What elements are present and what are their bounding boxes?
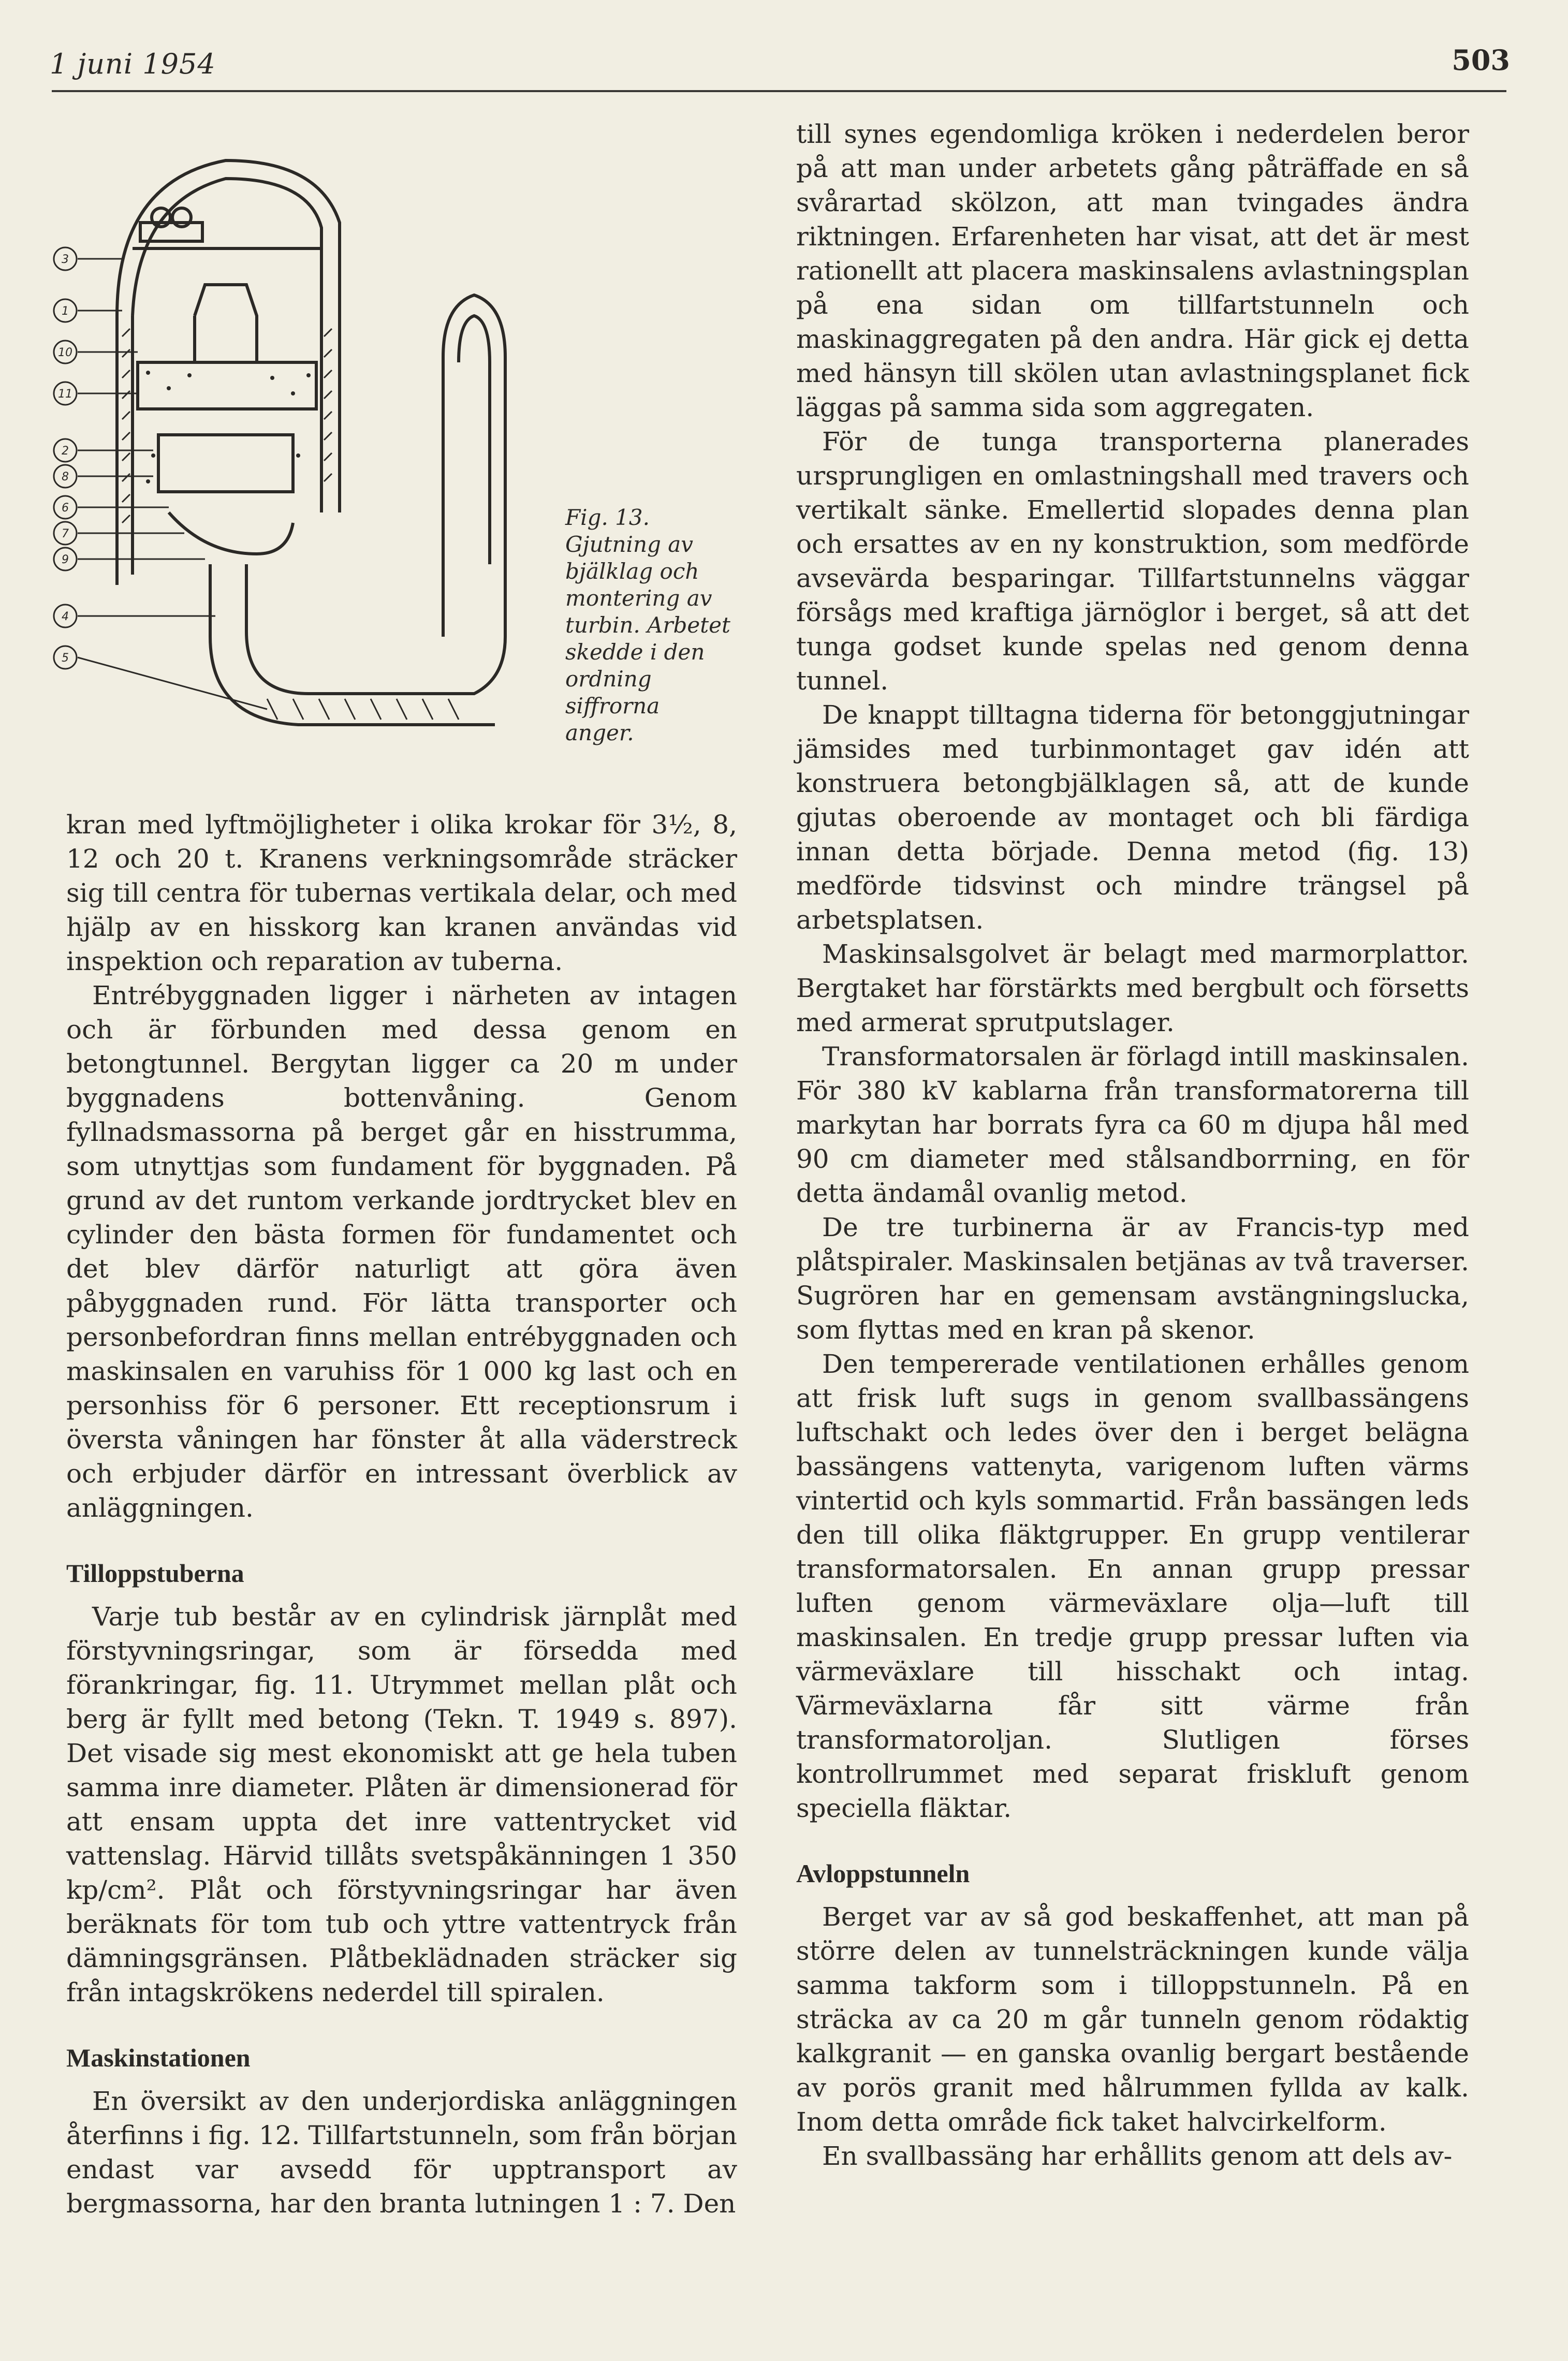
paragraph: En översikt av den underjordiska anläggningen återfinns i fig. 12. Tillfartstunneln, som från början endast var avsedd för upptransport av bergmassorna, har den branta lutningen 1 : 7. Den	[66, 2086, 737, 2219]
callout-label: 8	[62, 471, 69, 483]
paragraph: Entrébyggnaden ligger i närheten av intagen och är förbunden med dessa genom en betongtunnel. Bergytan ligger ca 20 m under byggnadens bottenvåning. Genom fyllnadsmassorna på berget går en hisstrumma, som utnyttjas som fundament för byggnaden. På grund av det runtom verkande jordtrycket blev en cylinder den bästa formen för fundamentet och det blev därför naturligt att göra även påbyggnaden rund. För lätta transporter och personbefordran finns mellan entrébyggnaden och maskinsalen en varuhiss för 1 000 kg last och en personhiss för 6 personer. Ett receptionsrum i översta våningen har fönster åt alla väderstreck och erbjuder därför en intressant överblick av anläggningen.	[66, 980, 737, 1523]
caption-text: Gjutning av bjälklag och montering av turbin. Arbetet skedde i den ordning siffrorna anger.	[565, 532, 730, 745]
vault-outline	[117, 160, 340, 512]
penstock-shaft	[443, 295, 505, 575]
figure-number: Fig. 13.	[565, 505, 650, 530]
callout-label: 7	[62, 527, 69, 540]
draft-tube	[210, 564, 495, 725]
paragraph: Berget var av så god beskaffenhet, att man på större delen av tunnelsträckningen kunde välja samma takform som i tilloppstunneln. På en sträcka av ca 20 m går tunneln genom rödaktig kalkgranit — en ganska ovanlig bergart bestående av porös granit med hålrummen fyllda av kalk. Inom detta område fick taket halvcirkelform.	[796, 1902, 1469, 2137]
section-heading-maskinstationen: Maskinstationen	[66, 2043, 251, 2072]
right-column	[796, 117, 1469, 2173]
section-heading-avloppstunneln: Avloppstunneln	[796, 1859, 970, 1888]
callout-label: 2	[62, 445, 69, 458]
callout-label: 9	[62, 553, 69, 566]
callout-label: 1	[62, 305, 69, 318]
paragraph: De tre turbinerna är av Francis-typ med plåtspiraler. Maskinsalen betjänas av två traverser. Sugrören har en gemensam avstängningslucka, som flyttas med en kran på skenor.	[796, 1212, 1469, 1345]
paragraph: kran med lyftmöjligheter i olika krokar för 3½, 8, 12 och 20 t. Kranens verkningsområde sträcker sig till centra för tubernas vertikala delar, och med hjälp av en hisskorg kan kranen användas vid inspektion och reparation av tuberna.	[66, 810, 737, 976]
paragraph: Varje tub består av en cylindrisk järnplåt med förstyvningsringar, som är försedda med förankringar, fig. 11. Utrymmet mellan plåt och berg är fyllt med betong (Tekn. T. 1949 s. 897). Det visade sig mest ekonomiskt att ge hela tuben samma inre diameter. Plåten är dimensionerad för att ensam uppta det inre vattentrycket vid vattenslag. Härvid tillåts svetspåkänningen 1 350 kp/cm². Plåt och förstyvningsringar har även beräknats för tom tub och yttre vattentryck från dämningsgränsen. Plåtbeklädnaden sträcker sig från intagskrökens nederdel till spiralen.	[66, 1602, 737, 2007]
paragraph: För de tunga transporterna planerades ursprungligen en omlastningshall med travers och vertikalt sänke. Emellertid slopades denna plan och ersattes av en ny konstruktion, som medförde avsevärda besparingar. Tillfartstunnelns väggar försågs med kraftiga järnöglor i berget, så att det tunga godset kunde spelas ned genom denna tunnel.	[796, 427, 1469, 696]
callout-label: 11	[58, 388, 72, 401]
generator-housing	[158, 435, 293, 492]
floor-slab	[138, 362, 316, 409]
callout-label: 4	[62, 610, 69, 623]
callout-label: 6	[62, 502, 69, 515]
figure-13	[50, 119, 547, 797]
turbin-section-drawing	[50, 119, 547, 797]
left-column	[66, 808, 737, 2221]
paragraph: De knappt tilltagna tiderna för betonggjutningar jämsides med turbinmontaget gav idén att konstruera betongbjälklagen så, att de kunde gjutas oberoende av montaget och bli färdiga innan detta började. Denna metod (fig. 13) medförde tidsvinst och mindre trängsel på arbetsplatsen.	[796, 700, 1469, 935]
figure-caption	[565, 504, 731, 746]
paragraph: En svallbassäng har erhållits genom att dels av-	[822, 2141, 1453, 2171]
callout-label: 10	[58, 346, 72, 359]
running-date: 1 juni 1954	[50, 48, 216, 80]
paragraph: Maskinsalsgolvet är belagt med marmorplattor. Bergtaket har förstärkts med bergbult och försetts med armerat sprutputslager.	[796, 939, 1469, 1037]
callout-label: 3	[62, 253, 69, 266]
paragraph: Den tempererade ventilationen erhålles genom att frisk luft sugs in genom svallbassängens luftschakt och ledes över den i berget belägna bassängens vattenyta, varigenom luften värms vintertid och kyls sommartid. Från bassängen leds den till olika fläktgrupper. En grupp ventilerar transformatorsalen. En annan grupp pressar luften genom värmeväxlare olja—luft till maskinsalen. En tredje grupp pressar luften via värmeväxlare till hisschakt och intag. Värmeväxlarna får sitt värme från transformatoroljan. Slutligen förses kontrollrummet med separat friskluft genom speciella fläktar.	[796, 1349, 1469, 1823]
spiral-casing	[169, 512, 293, 554]
callout-label: 5	[62, 652, 69, 665]
page-number: 503	[1452, 43, 1510, 77]
paragraph: till synes egendomliga kröken i nederdelen beror på att man under arbetets gång påträffade en så svårartad skölzon, att man tvingades ändra riktningen. Erfarenheten har visat, att det är mest rationellt att placera maskinsalens avlastningsplan på ena sidan om tillfartstunneln och maskinaggregaten på den andra. Här gick ej detta med hänsyn till skölen utan avlastningsplanet fick läggas på samma sida som aggregaten.	[796, 119, 1469, 422]
paragraph: Transformatorsalen är förlagd intill maskinsalen. För 380 kV kablarna från transformatorerna till markytan har borrats fyra ca 60 m djupa hål med 90 cm diameter med stålsandborrning, en för detta ändamål ovanlig metod.	[796, 1042, 1469, 1208]
section-heading-tilloppstuberna: Tilloppstuberna	[66, 1559, 244, 1588]
header-rule	[52, 90, 1506, 92]
